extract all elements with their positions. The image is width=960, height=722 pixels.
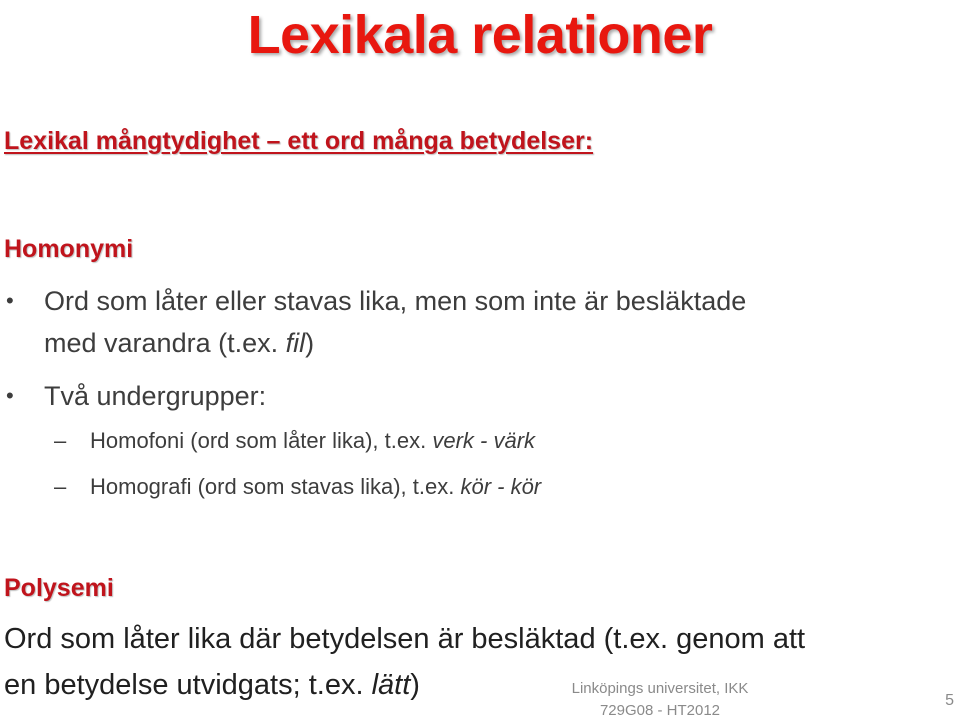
footer-institution: Linköpings universitet, IKK — [571, 680, 749, 697]
bullet-line-2 — [44, 322, 944, 364]
polysemi-line-1: Ord som låter lika där betydelsen är besläktad (t.ex. genom att — [4, 623, 806, 655]
homofoni-text: Homofoni (ord som låter lika), t.ex. — [90, 428, 433, 453]
footer-course: 729G08 - HT2012 — [599, 702, 721, 719]
bullet-line-1: Ord som låter eller stavas lika, men som inte är besläktade — [44, 286, 747, 316]
heading-polysemi: Polysemi — [4, 574, 114, 602]
bullet-dot: • — [6, 288, 14, 313]
slide-title: Lexikala relationer — [247, 5, 713, 65]
section-heading-mangtydighet: Lexikal mångtydighet – ett ord många betydelser: — [4, 127, 594, 155]
sub-bullet-dash: – — [54, 428, 67, 453]
sub-bullet-homofoni — [54, 426, 536, 456]
example-word-fil: fil — [285, 328, 306, 358]
bullet-dot: • — [6, 383, 14, 408]
sub-bullet-dash: – — [54, 474, 67, 499]
homografi-example: kör - kör — [460, 474, 542, 499]
bullet-line-2-text: med varandra (t.ex. — [44, 328, 286, 358]
slide-footer — [560, 678, 760, 722]
page-number: 5 — [945, 692, 954, 709]
bullet-undergrupper-text: Två undergrupper: — [44, 381, 267, 411]
bullet-line-2-close: ) — [305, 328, 315, 358]
homografi-text: Homografi (ord som stavas lika), t.ex. — [90, 474, 461, 499]
bullet-homonymi-definition — [6, 280, 944, 364]
polysemi-line-2-text: en betydelse utvidgats; t.ex. — [4, 669, 372, 701]
homofoni-example: verk - värk — [432, 428, 536, 453]
bullet-undergrupper — [6, 375, 944, 417]
sub-bullet-homografi — [54, 472, 542, 502]
heading-homonymi: Homonymi — [4, 235, 134, 263]
example-word-latt: lätt — [371, 669, 411, 701]
polysemi-line-2-close: ) — [410, 669, 420, 701]
